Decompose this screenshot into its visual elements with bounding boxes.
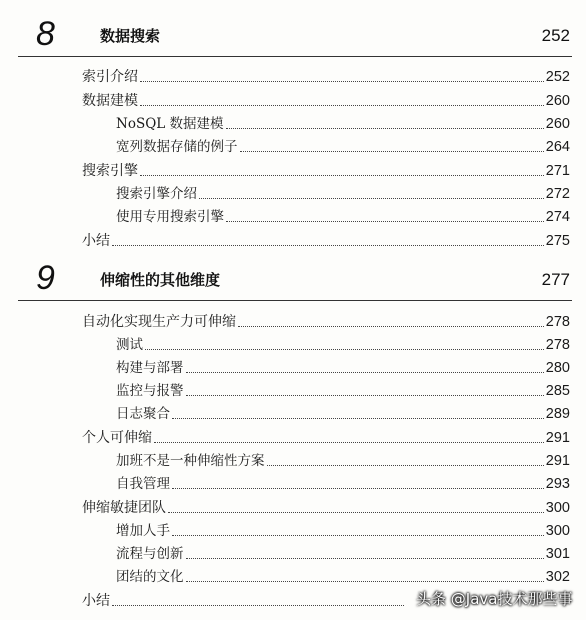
toc-entry[interactable] bbox=[116, 204, 570, 226]
toc-entry-label: 日志聚合 bbox=[116, 406, 170, 422]
toc-entry[interactable] bbox=[116, 111, 570, 133]
toc-entry-label: 增加人手 bbox=[116, 523, 170, 539]
chapter-number: 9 bbox=[36, 259, 55, 297]
dot-leader bbox=[172, 488, 544, 489]
toc-entry-page: 278 bbox=[545, 314, 570, 330]
toc-entry-page: 293 bbox=[545, 476, 570, 492]
toc-entry[interactable] bbox=[116, 181, 570, 203]
toc-entry[interactable] bbox=[82, 309, 570, 331]
toc-entry-label: 小结 bbox=[82, 233, 110, 249]
toc-entry-page: 271 bbox=[545, 163, 570, 179]
toc-entry-page: 300 bbox=[545, 523, 570, 539]
toc-entry[interactable] bbox=[82, 64, 570, 86]
toc-entry[interactable] bbox=[82, 495, 570, 517]
dot-leader bbox=[186, 372, 544, 373]
toc-entry-page: 301 bbox=[545, 546, 570, 562]
dot-leader bbox=[140, 81, 544, 82]
dot-leader bbox=[240, 151, 544, 152]
chapter-divider bbox=[18, 56, 572, 57]
toc-entry-page: 260 bbox=[545, 116, 570, 132]
watermark-text: 头条 @Java技术那些事 bbox=[416, 590, 573, 608]
toc-entry-page: 289 bbox=[545, 406, 570, 422]
toc-entry-page: 280 bbox=[545, 360, 570, 376]
chapter-page: 277 bbox=[541, 270, 570, 289]
toc-entry-page: 272 bbox=[545, 186, 570, 202]
toc-entry[interactable] bbox=[82, 425, 570, 447]
toc-entry-label: 监控与报警 bbox=[116, 383, 184, 399]
chapter-8-header bbox=[0, 12, 586, 60]
toc-entry-page: 264 bbox=[545, 139, 570, 155]
dot-leader bbox=[186, 395, 544, 396]
chapter-title: 伸缩性的其他维度 bbox=[100, 271, 221, 289]
toc-entry-page: 291 bbox=[545, 453, 570, 469]
toc-entry[interactable] bbox=[116, 134, 570, 156]
toc-entry-label: 小结 bbox=[82, 593, 110, 609]
toc-entry-page: 285 bbox=[545, 383, 570, 399]
toc-entry-label: 数据建模 bbox=[82, 93, 138, 109]
toc-entry[interactable] bbox=[116, 355, 570, 377]
toc-entry-label: 自动化实现生产力可伸缩 bbox=[82, 314, 236, 330]
toc-entry-label: 搜索引擎介绍 bbox=[116, 186, 197, 202]
chapter-9-header bbox=[0, 256, 586, 304]
toc-entry-page: 274 bbox=[545, 209, 570, 225]
chapter-page: 252 bbox=[541, 26, 570, 45]
toc-entry-label: NoSQL 数据建模 bbox=[116, 116, 224, 132]
toc-entry-label: 个人可伸缩 bbox=[82, 430, 152, 446]
toc-entry[interactable] bbox=[116, 518, 570, 540]
toc-entry[interactable] bbox=[116, 541, 570, 563]
toc-entry[interactable] bbox=[116, 332, 570, 354]
toc-entry[interactable] bbox=[116, 448, 570, 470]
dot-leader bbox=[226, 128, 544, 129]
toc-entry-page: 291 bbox=[545, 430, 570, 446]
toc-entry[interactable] bbox=[116, 471, 570, 493]
toc-entry[interactable] bbox=[82, 588, 406, 610]
toc-entry[interactable] bbox=[116, 378, 570, 400]
toc-entry-label: 伸缩敏捷团队 bbox=[82, 500, 166, 516]
dot-leader bbox=[154, 442, 544, 443]
toc-entry-label: 团结的文化 bbox=[116, 569, 184, 585]
dot-leader bbox=[145, 349, 544, 350]
chapter-title: 数据搜索 bbox=[100, 27, 161, 45]
toc-entry-page: 278 bbox=[545, 337, 570, 353]
dot-leader bbox=[140, 175, 544, 176]
toc-entry-page: 260 bbox=[545, 93, 570, 109]
toc-entry-label: 加班不是一种伸缩性方案 bbox=[116, 453, 265, 469]
toc-entry[interactable] bbox=[116, 564, 570, 586]
dot-leader bbox=[112, 245, 544, 246]
dot-leader bbox=[226, 221, 544, 222]
toc-entry[interactable] bbox=[82, 88, 570, 110]
chapter-divider bbox=[18, 300, 572, 301]
dot-leader bbox=[140, 105, 544, 106]
toc-entry-label: 宽列数据存储的例子 bbox=[116, 139, 238, 155]
chapter-number: 8 bbox=[36, 15, 55, 53]
dot-leader bbox=[172, 535, 544, 536]
dot-leader bbox=[186, 558, 544, 559]
toc-entry-label: 搜索引擎 bbox=[82, 163, 138, 179]
toc-entry[interactable] bbox=[82, 228, 570, 250]
toc-entry-page: 275 bbox=[545, 233, 570, 249]
dot-leader bbox=[172, 418, 544, 419]
dot-leader bbox=[168, 512, 544, 513]
dot-leader bbox=[238, 326, 544, 327]
dot-leader bbox=[267, 465, 544, 466]
toc-entry-page: 300 bbox=[545, 500, 570, 516]
toc-entry[interactable] bbox=[116, 401, 570, 423]
toc-entry-label: 使用专用搜索引擎 bbox=[116, 209, 224, 225]
toc-entry[interactable] bbox=[82, 158, 570, 180]
toc-entry-label: 构建与部署 bbox=[116, 360, 184, 376]
dot-leader bbox=[186, 581, 544, 582]
toc-entry-label: 索引介绍 bbox=[82, 69, 138, 85]
toc-entry-label: 自我管理 bbox=[116, 476, 170, 492]
toc-entry-page: 302 bbox=[545, 569, 570, 585]
dot-leader bbox=[199, 198, 544, 199]
toc-entry-label: 流程与创新 bbox=[116, 546, 184, 562]
dot-leader bbox=[112, 605, 404, 606]
toc-entry-page: 252 bbox=[545, 69, 570, 85]
toc-entry-label: 测试 bbox=[116, 337, 143, 353]
